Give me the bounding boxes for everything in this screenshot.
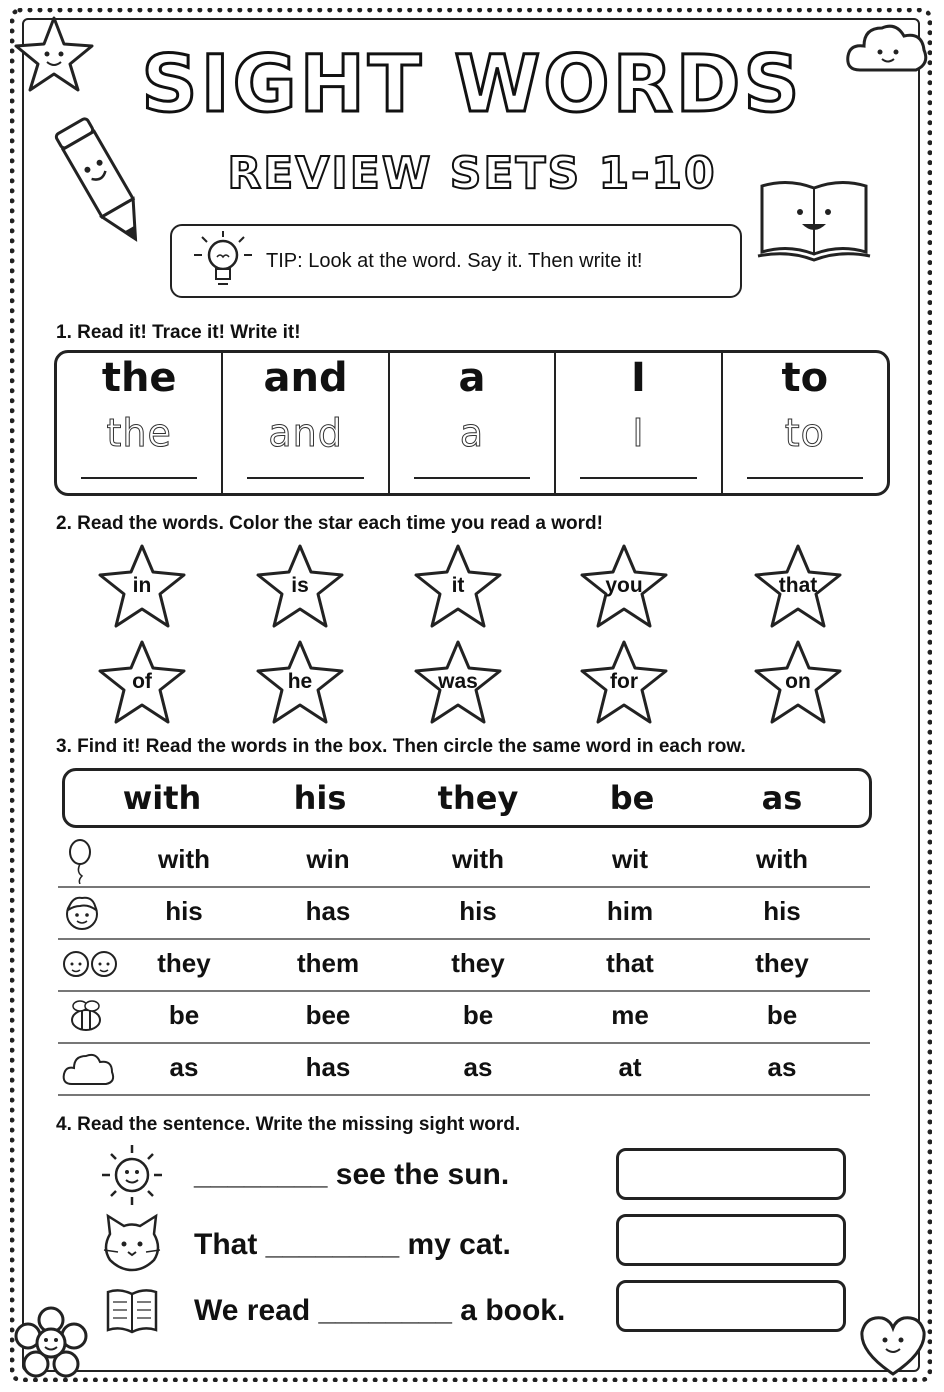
word-row	[58, 1042, 870, 1096]
row-word[interactable]: him	[606, 896, 654, 926]
row-word[interactable]: that	[606, 948, 654, 978]
row-word[interactable]: his	[165, 896, 203, 926]
trace-word: I	[632, 411, 645, 455]
row-word[interactable]: be	[766, 1000, 798, 1030]
trace-word: to	[784, 411, 825, 455]
row-word[interactable]: they	[755, 948, 809, 978]
box-word: his	[293, 779, 347, 817]
section-4-title: 4. Read the sentence. Write the missing sight word.	[56, 1114, 521, 1135]
box-word: as	[761, 779, 803, 817]
box-word: be	[609, 779, 655, 817]
word-row	[58, 938, 870, 992]
star-word[interactable]	[578, 638, 670, 726]
star-label: he	[287, 670, 313, 693]
smiling-flower-icon	[14, 1306, 88, 1380]
row-word[interactable]: has	[305, 1052, 351, 1082]
sight-word: I	[630, 355, 646, 401]
star-label: it	[451, 574, 465, 597]
write-line[interactable]	[747, 477, 863, 479]
row-word[interactable]: as	[767, 1052, 797, 1082]
sentence: That ________ my cat.	[194, 1228, 511, 1261]
trace-word: a	[459, 411, 485, 455]
trace-cell	[556, 353, 722, 493]
trace-cell	[223, 353, 389, 493]
sight-word: to	[781, 355, 829, 401]
row-word[interactable]: win	[306, 844, 350, 874]
star-label: on	[785, 670, 811, 693]
trace-cell	[723, 353, 887, 493]
star-word[interactable]	[412, 542, 504, 630]
write-line[interactable]	[414, 477, 530, 479]
trace-cell	[57, 353, 223, 493]
row-word[interactable]: them	[296, 948, 360, 978]
star-word[interactable]	[752, 638, 844, 726]
row-word[interactable]: me	[611, 1000, 649, 1030]
answer-box[interactable]	[616, 1214, 846, 1266]
word-row	[58, 834, 870, 888]
row-word[interactable]: at	[618, 1052, 642, 1082]
bee-icon	[60, 994, 110, 1038]
sight-word: the	[101, 355, 177, 401]
star-label: for	[610, 670, 638, 693]
row-word[interactable]: as	[169, 1052, 199, 1082]
word-row	[58, 886, 870, 940]
tip-box	[170, 224, 742, 298]
row-word[interactable]: his	[459, 896, 497, 926]
row-word[interactable]: they	[451, 948, 505, 978]
row-word[interactable]: with	[158, 844, 210, 874]
row-word[interactable]: with	[756, 844, 808, 874]
row-word[interactable]: with	[452, 844, 504, 874]
row-word[interactable]: has	[305, 896, 351, 926]
section-3-title: 3. Find it! Read the words in the box. Then circle the same word in each row.	[56, 736, 746, 757]
star-label: in	[132, 574, 152, 597]
write-line[interactable]	[247, 477, 363, 479]
smiling-heart-icon	[856, 1312, 930, 1378]
sun-icon	[96, 1142, 168, 1208]
page-subtitle: REVIEW SETS 1-10	[227, 148, 717, 199]
sentence: ________ see the sun.	[194, 1158, 510, 1191]
sentence: We read ________ a book.	[194, 1294, 566, 1327]
row-word[interactable]: as	[463, 1052, 493, 1082]
trace-table	[54, 350, 890, 496]
trace-word: and	[268, 411, 343, 455]
balloon-icon	[60, 838, 100, 884]
cat-icon	[100, 1212, 164, 1274]
star-label: that	[778, 574, 818, 597]
book-icon	[104, 1284, 160, 1338]
row-word[interactable]: they	[157, 948, 211, 978]
page-title: SIGHT WORDS	[141, 40, 803, 130]
boy-face-icon	[60, 890, 104, 934]
two-kids-icon	[60, 942, 120, 986]
word-box	[62, 768, 872, 828]
lightbulb-icon	[188, 229, 258, 293]
section-1-title: 1. Read it! Trace it! Write it!	[56, 322, 301, 343]
answer-box[interactable]	[616, 1280, 846, 1332]
star-word[interactable]	[96, 542, 188, 630]
star-label: is	[291, 574, 309, 597]
star-word[interactable]	[578, 542, 670, 630]
row-word[interactable]: bee	[305, 1000, 351, 1030]
tip-text: TIP: Look at the word. Say it. Then write it!	[266, 249, 643, 272]
sight-word: and	[263, 355, 348, 401]
star-word[interactable]	[96, 638, 188, 726]
star-label: was	[438, 670, 478, 693]
box-word: they	[437, 779, 519, 817]
star-word[interactable]	[752, 542, 844, 630]
star-label: you	[605, 574, 643, 597]
section-2-title: 2. Read the words. Color the star each time you read a word!	[56, 513, 603, 534]
write-line[interactable]	[580, 477, 696, 479]
star-word[interactable]	[254, 542, 346, 630]
answer-box[interactable]	[616, 1148, 846, 1200]
word-row	[58, 990, 870, 1044]
cloud-icon	[60, 1046, 116, 1090]
row-word[interactable]: be	[462, 1000, 494, 1030]
sight-word: a	[458, 355, 486, 401]
row-word[interactable]: wit	[611, 844, 649, 874]
star-word[interactable]	[254, 638, 346, 726]
trace-word: the	[106, 411, 172, 455]
star-word[interactable]	[412, 638, 504, 726]
row-word[interactable]: his	[763, 896, 801, 926]
write-line[interactable]	[81, 477, 197, 479]
row-word[interactable]: be	[168, 1000, 200, 1030]
star-label: of	[132, 670, 152, 693]
box-word: with	[122, 779, 202, 817]
trace-cell	[390, 353, 556, 493]
